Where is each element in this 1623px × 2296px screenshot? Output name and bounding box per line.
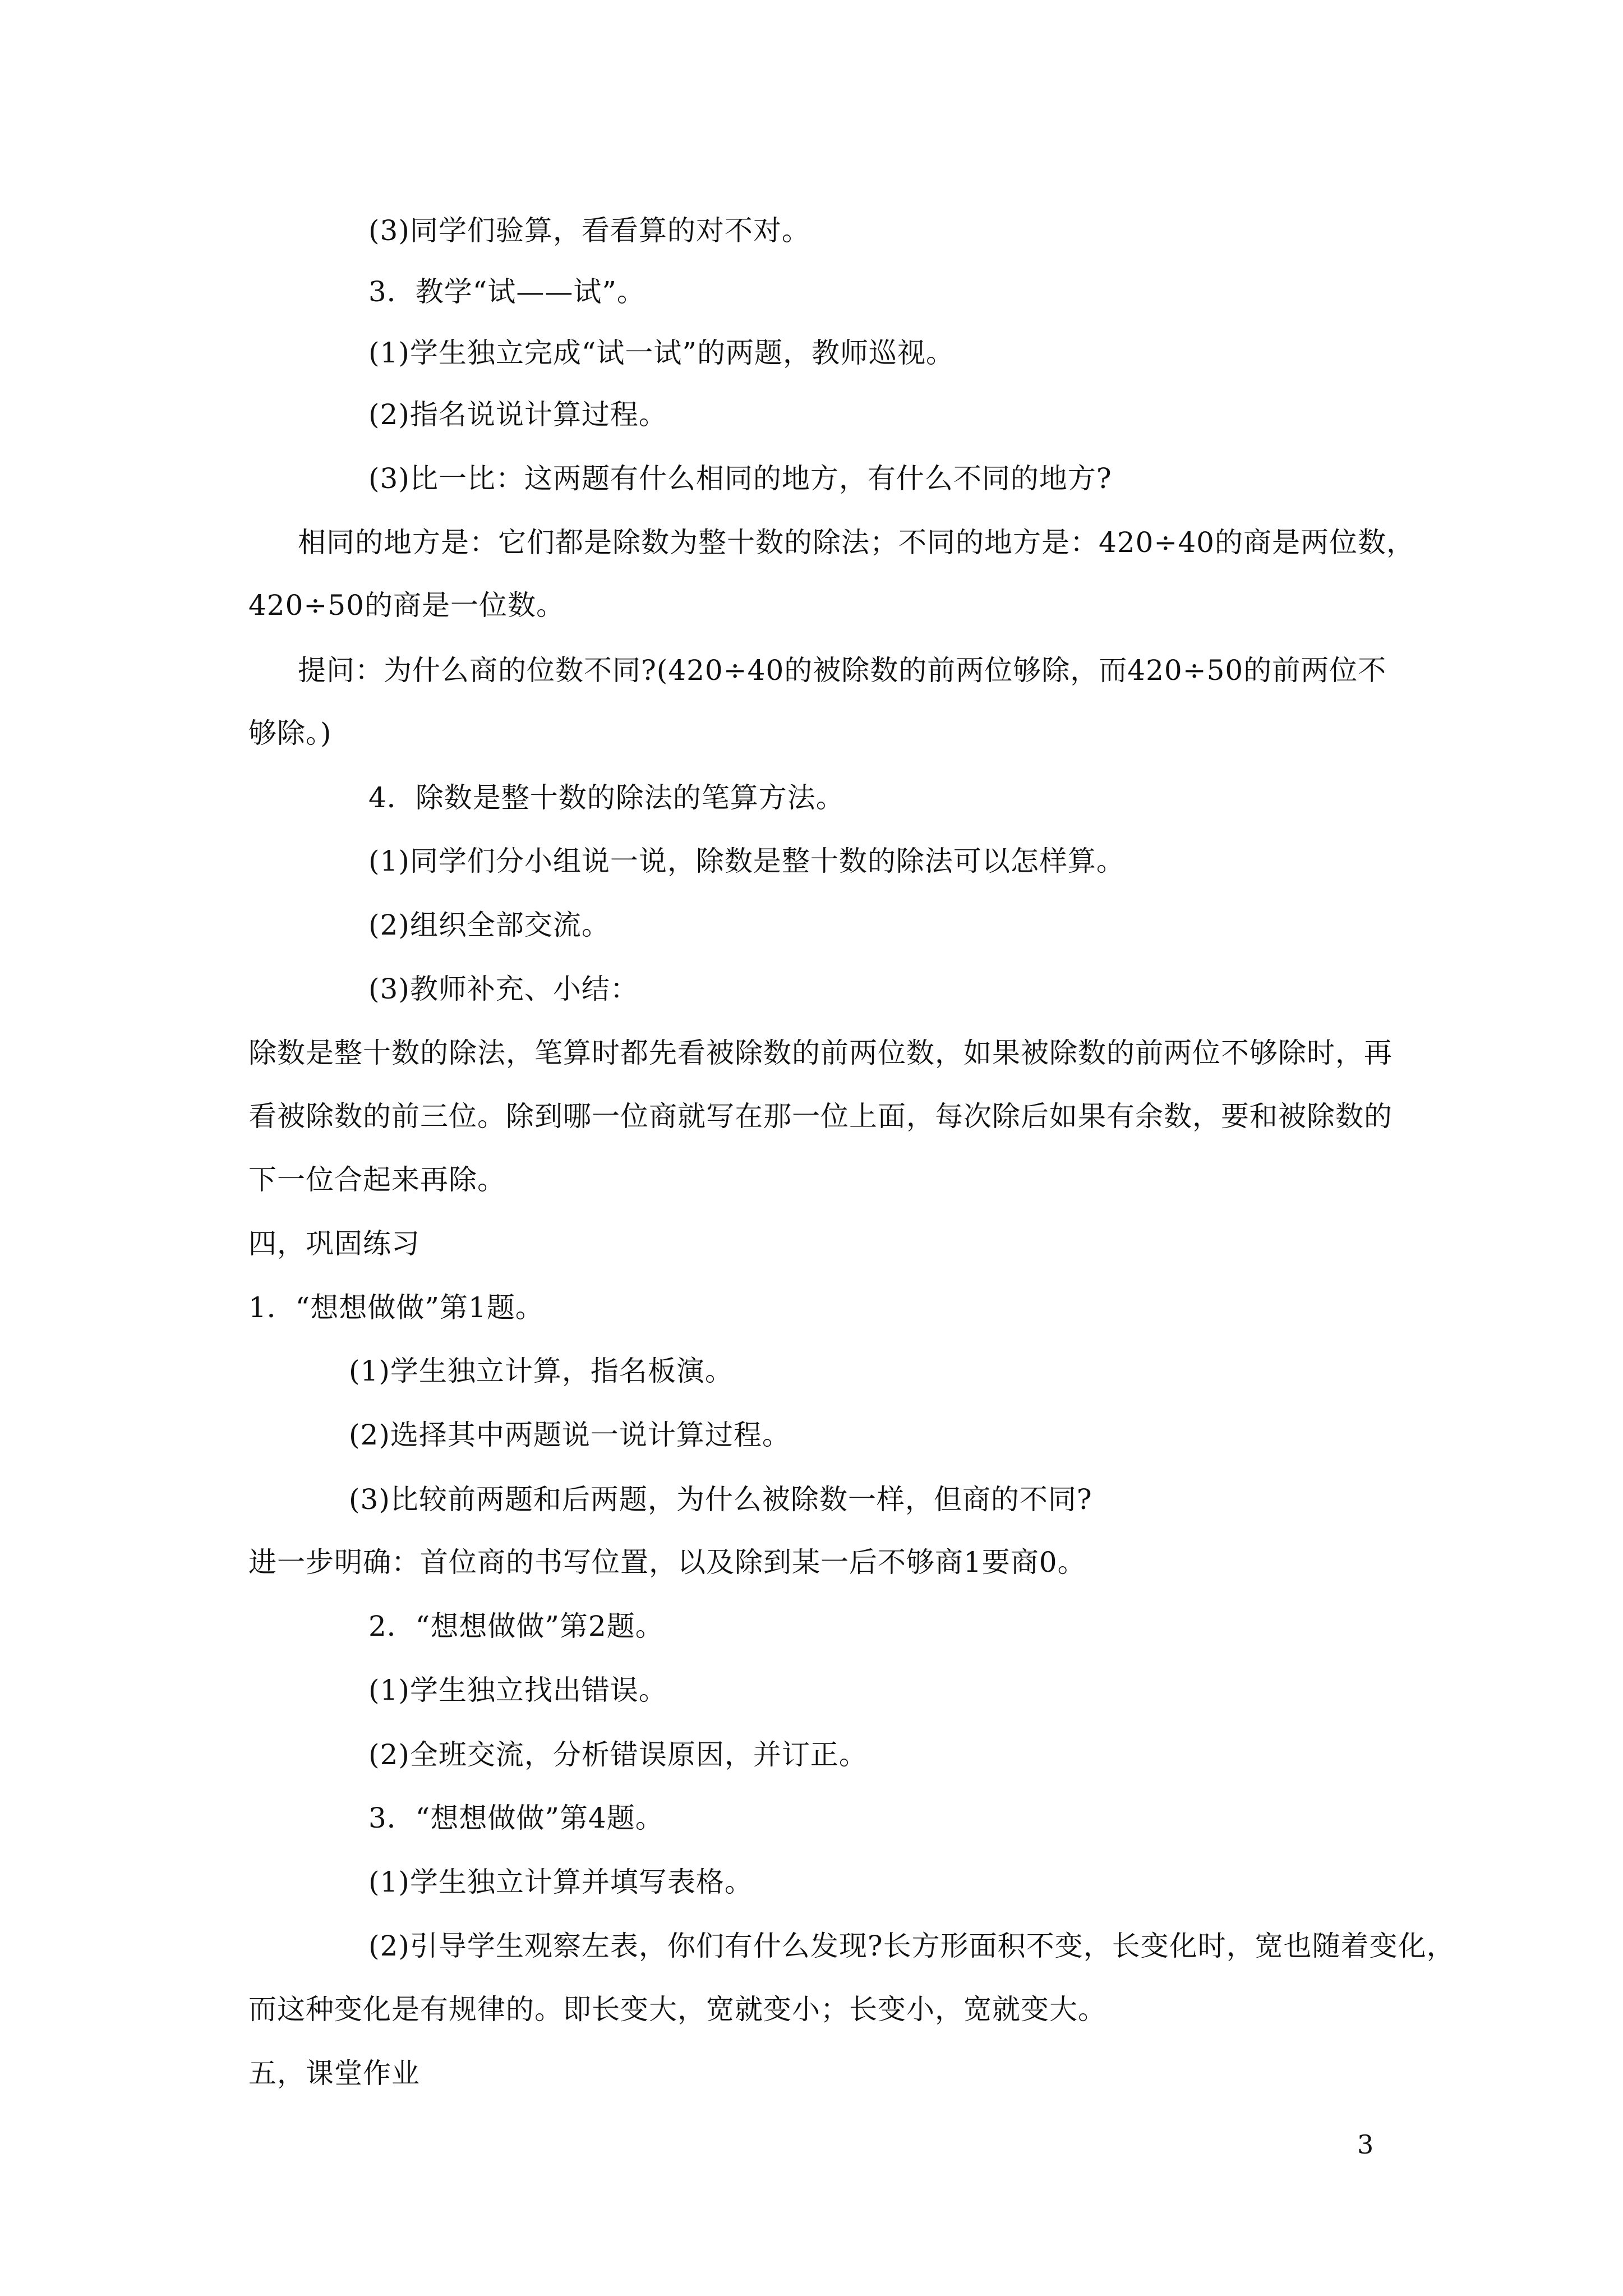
text-line: 3．“想想做做”第4题。 — [368, 1802, 664, 1834]
text-line: 2．“想想做做”第2题。 — [368, 1610, 664, 1642]
section-heading: 五，课堂作业 — [248, 2057, 420, 2090]
text-line: 而这种变化是有规律的。即长变大，宽就变小；长变小，宽就变大。 — [248, 1993, 1106, 2026]
page-number: 3 — [1357, 2129, 1374, 2160]
text-line: (1)学生独立计算并填写表格。 — [368, 1866, 753, 1898]
text-line: (2)组织全部交流。 — [368, 909, 610, 941]
text-line: (2)全班交流，分析错误原因，并订正。 — [368, 1738, 868, 1771]
text-line: (1)学生独立找出错误。 — [368, 1674, 667, 1706]
text-line: 4．除数是整十数的除法的笔算方法。 — [368, 781, 845, 814]
text-line: (2)选择其中两题说一说计算过程。 — [349, 1419, 791, 1451]
text-line: (3)同学们验算，看看算的对不对。 — [368, 214, 810, 247]
text-line: 相同的地方是：它们都是除数为整十数的除法；不同的地方是：420÷40的商是两位数， — [298, 526, 1415, 559]
text-line: (3)比一比：这两题有什么相同的地方，有什么不同的地方? — [368, 462, 1112, 495]
text-line: (3)比较前两题和后两题，为什么被除数一样，但商的不同? — [349, 1483, 1092, 1516]
text-line: 进一步明确：首位商的书写位置，以及除到某一后不够商1要商0。 — [248, 1546, 1086, 1579]
text-line: (1)学生独立计算，指名板演。 — [349, 1355, 734, 1387]
text-line: (3)教师补充、小结： — [368, 973, 639, 1005]
text-line: (2)指名说说计算过程。 — [368, 398, 667, 431]
text-line: 除数是整十数的除法，笔算时都先看被除数的前两位数，如果被除数的前两位不够除时，再 — [248, 1037, 1393, 1069]
text-line: (2)引导学生观察左表，你们有什么发现?长方形面积不变，长变化时，宽也随着变化， — [368, 1930, 1455, 1962]
text-line: 1．“想想做做”第1题。 — [248, 1291, 544, 1324]
text-line: (1)学生独立完成“试一试”的两题，教师巡视。 — [368, 337, 955, 369]
text-line: 420÷50的商是一位数。 — [248, 589, 565, 622]
text-line: 看被除数的前三位。除到哪一位商就写在那一位上面，每次除后如果有余数，要和被除数的 — [248, 1100, 1393, 1133]
section-heading: 四，巩固练习 — [248, 1227, 420, 1260]
text-line: 下一位合起来再除。 — [248, 1163, 506, 1196]
text-line: 提问：为什么商的位数不同?(420÷40的被除数的前两位够除，而420÷50的前两位不 — [298, 654, 1387, 687]
text-line: (1)同学们分小组说一说，除数是整十数的除法可以怎样算。 — [368, 845, 1125, 877]
text-line: 够除。) — [248, 717, 332, 749]
text-line: 3．教学“试——试”。 — [368, 275, 645, 308]
